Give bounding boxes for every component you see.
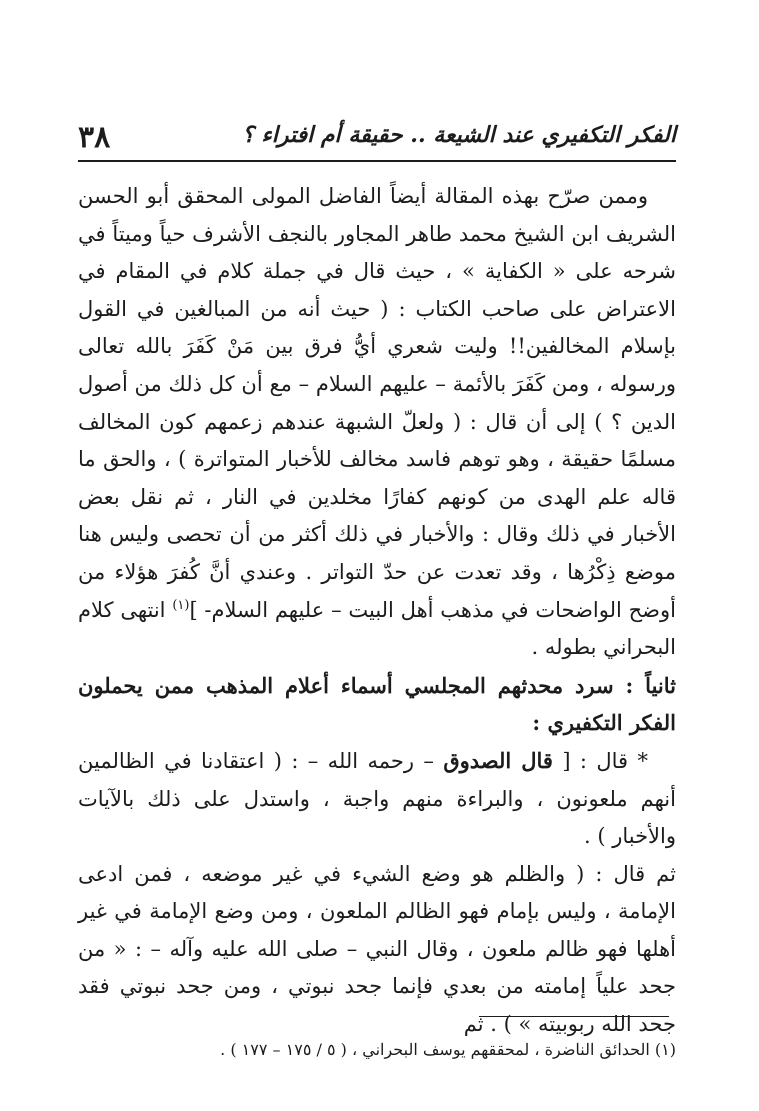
paragraph-1 <box>78 178 676 667</box>
header-divider <box>78 160 676 162</box>
main-text <box>78 178 676 1044</box>
section-heading: ثانياً : سرد محدثهم المجلسي أسماء أعلام المذهب ممن يحملون الفكر التكفيري : <box>78 672 676 736</box>
page-number: ٣٨ <box>78 120 111 155</box>
quote-start: * قال : [ <box>552 748 648 773</box>
running-title: الفكر التكفيري عند الشيعة .. حقيقة أم افتراء ؟ <box>242 122 676 148</box>
paragraph-1-tail: انتهى كلام البحراني بطوله . <box>78 597 676 660</box>
quote-speaker: قال الصدوق <box>443 747 553 773</box>
paragraph-1-text: وممن صرّح بهذه المقالة أيضاً الفاضل المولى المحقق أبو الحسن الشريف ابن الشيخ محمد طاهر المجاور بالنجف الأشرف حياً وميتاً في شرحه على « الكفاية » ، حيث قال في جملة كلام في المقام في الاعتراض على صاحب الكتاب : ( حيث أنه من المبالغين في القول بإسلام المخالفين!! وليت شعري أيُّ فرق بين مَنْ كَفَرَ بالله تعالى ورسوله ، ومن كَفَرَ بالأئمة – عليهم السلام – مع أن كل ذلك من أصول الدين ؟ ) إلى أن قال : ( ولعلّ الشبهة عندهم زعمهم كون المخالف مسلمًا حقيقة ، وهو توهم فاسد مخالف للأخبار المتواترة ) ، والحق ما قاله علم الهدى من كونهم كفارًا مخلدين في النار ، ثم نقل بعض الأخبار في ذلك وقال : والأخبار في ذلك أكثر من أن تحصى وليس هنا موضع ذِكْرُها ، وقد تعدت عن حدّ التواتر . وعندي أنَّ كُفرَ هؤلاء من أوضح الواضحات في مذهب أهل البيت – عليهم السلام- ] <box>78 184 676 622</box>
paragraph-4: ثم قال : ( والظلم هو وضع الشيء في غير موضعه ، فمن ادعى الإمامة ، وليس بإمام فهو الظالم الملعون ، ومن وضع الإمامة في غير أهلها فهو ظالم ملعون ، وقال النبي – صلى الله عليه وآله – : « من جحد علياً إمامته من بعدي فإنما جحد نبوتي ، ومن جحد نبوتي فقد جحد الله ربوبيته » ) . ثم <box>78 861 676 1037</box>
paragraph-3 <box>78 742 676 856</box>
page-header <box>78 120 676 160</box>
quote-text: – رحمه الله – : ( اعتقادنا في الظالمين أنهم ملعونون ، والبراءة منهم واجبة ، واستدل على ذلك بالآيات والأخبار ) . <box>78 748 676 849</box>
footnote-divider <box>479 1016 669 1017</box>
footnote-marker: (١) <box>172 597 190 613</box>
footnote: (١) الحدائق الناضرة ، لمحققهم يوسف البحراني ، ( ٥ / ١٧٥ – ١٧٧ ) . <box>220 1040 676 1059</box>
